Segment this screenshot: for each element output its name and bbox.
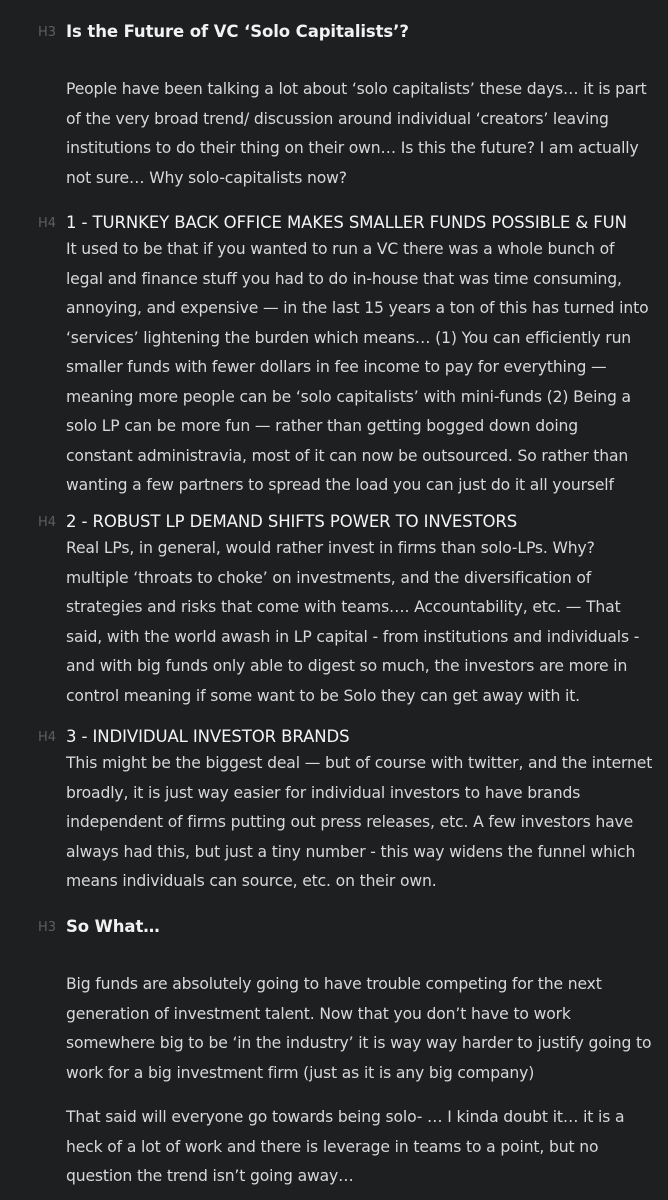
paragraph-turnkey-back-office: [66, 235, 649, 501]
heading-individual-investor-brands: 3 - INDIVIDUAL INVESTOR BRANDS: [66, 727, 350, 746]
text-line: somewhere big to be ‘in the industry’ it is way way harder to justify going to: [66, 1034, 652, 1052]
paragraph-big-funds: [66, 970, 652, 1088]
text-line: constant administravia, most of it can now be outsourced. So rather than: [66, 446, 629, 465]
text-line: ‘services’ lightening the burden which means… (1) You can efficiently run: [66, 328, 632, 347]
text-line: control meaning if some want to be Solo they can get away with it.: [66, 686, 580, 705]
text-line: always had this, but just a tiny number - this way widens the funnel which: [66, 842, 636, 861]
paragraph-that-said: [66, 1103, 646, 1192]
heading-turnkey-back-office: 1 - TURNKEY BACK OFFICE MAKES SMALLER FUNDS POSSIBLE & FUN: [66, 213, 627, 232]
text-line: wanting a few partners to spread the load you can just do it all yourself: [66, 476, 614, 494]
paragraph-intro: [66, 75, 646, 193]
text-line: heck of a lot of work and there is leverage in teams to a point, but no: [66, 1137, 599, 1156]
text-line: multiple ‘throats to choke’ on investments, and the diversification of: [66, 568, 592, 587]
heading-level-marker: H3: [38, 920, 57, 935]
text-line: strategies and risks that come with teams…. Accountability, etc. — That: [66, 598, 621, 616]
text-line: Real LPs, in general, would rather invest in firms than solo-LPs. Why?: [66, 539, 595, 557]
heading-level-marker: H3: [38, 25, 57, 40]
text-line: independent of firms putting out press releases, etc. A few investors have: [66, 813, 634, 831]
text-line: smaller funds with fewer dollars in fee income to pay for everything —: [66, 358, 607, 376]
text-line: work for a big investment firm (just as it is any big company): [66, 1063, 535, 1082]
text-line: said, with the world awash in LP capital - from institutions and individuals -: [66, 627, 640, 646]
text-line: This might be the biggest deal — but of course with twitter, and the internet: [66, 754, 653, 772]
text-line: broadly, it is just way easier for individual investors to have brands: [66, 783, 581, 802]
text-line: institutions to do their thing on their own… Is this the future? I am actually: [66, 139, 639, 157]
text-line: not sure… Why solo-capitalists now?: [66, 168, 347, 187]
heading-level-marker: H4: [38, 216, 57, 231]
paragraph-individual-investor-brands: [66, 749, 653, 897]
text-line: solo LP can be more fun — rather than getting bogged down doing: [66, 417, 579, 435]
text-line: meaning more people can be ‘solo capitalists’ with mini-funds (2) Being a: [66, 387, 631, 406]
text-line: That said will everyone go towards being solo- … I kinda doubt it… it is a: [66, 1108, 625, 1126]
text-line: generation of investment talent. Now that you don’t have to work: [66, 1004, 571, 1023]
text-line: legal and finance stuff you had to do in-house that was time consuming,: [66, 269, 622, 288]
heading-robust-lp-demand: 2 - ROBUST LP DEMAND SHIFTS POWER TO INVESTORS: [66, 512, 518, 531]
text-line: means individuals can source, etc. on their own.: [66, 872, 437, 890]
heading-so-what: So What…: [66, 917, 160, 936]
text-line: annoying, and expensive — in the last 15 years a ton of this has turned into: [66, 299, 649, 317]
paragraph-robust-lp-demand: [66, 534, 646, 711]
heading-level-marker: H4: [38, 515, 57, 530]
text-line: and with big funds only able to digest so much, the investors are more in: [66, 657, 628, 675]
heading-future-of-vc: Is the Future of VC ‘Solo Capitalists’?: [66, 22, 409, 41]
heading-level-marker: H4: [38, 730, 57, 745]
text-line: People have been talking a lot about ‘solo capitalists’ these days… it is part: [66, 80, 647, 98]
text-line: It used to be that if you wanted to run a VC there was a whole bunch of: [66, 240, 615, 258]
text-line: of the very broad trend/ discussion around individual ‘creators’ leaving: [66, 109, 609, 128]
text-line: question the trend isn’t going away…: [66, 1167, 354, 1185]
text-line: Big funds are absolutely going to have trouble competing for the next: [66, 975, 602, 993]
